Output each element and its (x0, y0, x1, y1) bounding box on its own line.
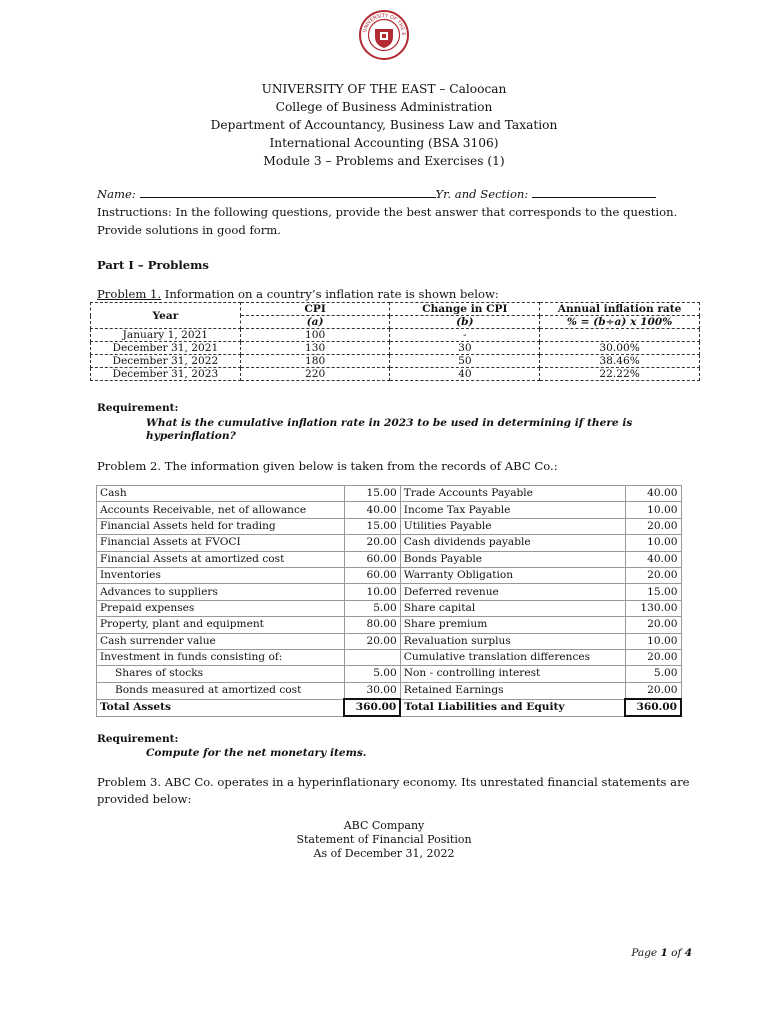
problem3-label: Problem 3. (97, 775, 162, 789)
department-name: Department of Accountancy, Business Law and Taxation (210, 118, 558, 132)
page-of: of (667, 947, 685, 959)
table-row (91, 329, 700, 342)
liability-label: Non - controlling interest (400, 666, 625, 682)
total-liabilities-amount: 360.00 (625, 699, 681, 716)
part1-title: Part I – Problems (97, 258, 209, 272)
instructions-line2: Provide solutions in good form. (97, 223, 281, 237)
name-line (97, 186, 656, 201)
asset-amount: 20.00 (344, 535, 400, 551)
table-row (97, 551, 682, 567)
asset-label: Investment in funds consisting of: (97, 649, 345, 665)
statement-heading (0, 819, 768, 861)
asset-amount: 10.00 (344, 584, 400, 600)
section-label: Yr. and Section: (435, 187, 529, 201)
table-row (91, 368, 700, 381)
asset-label: Inventories (97, 567, 345, 583)
cell: 30.00% (540, 342, 700, 355)
name-field[interactable] (140, 186, 436, 198)
instructions: Instructions: In the following questions, provide the best answer that corresponds to the question. (97, 205, 678, 219)
balance-table (96, 485, 682, 717)
problem1-requirement-label: Requirement: (97, 402, 179, 414)
problem1-intro (97, 287, 499, 301)
liability-label: Cumulative translation differences (400, 649, 625, 665)
cell: January 1, 2021 (91, 329, 241, 342)
cell: 220 (240, 368, 390, 381)
asset-label: Shares of stocks (97, 666, 345, 682)
liability-amount: 10.00 (625, 535, 681, 551)
liability-label: Share capital (400, 600, 625, 616)
asset-amount: 60.00 (344, 567, 400, 583)
seal-text: UNIVERSITY OF THE E (362, 12, 407, 36)
col-header-change: Change in CPI (390, 303, 540, 316)
company-name: ABC Company (343, 819, 425, 832)
university-seal-logo (359, 10, 409, 60)
liability-amount: 40.00 (625, 486, 681, 502)
page-prefix: Page (631, 947, 661, 959)
cell: 30 (390, 342, 540, 355)
liability-label: Utilities Payable (400, 518, 625, 534)
liability-amount: 40.00 (625, 551, 681, 567)
page-total: 4 (684, 947, 692, 959)
cell: 22.22% (540, 368, 700, 381)
table-row (97, 600, 682, 616)
liability-amount: 20.00 (625, 649, 681, 665)
asset-label: Cash (97, 486, 345, 502)
liability-amount: 15.00 (625, 584, 681, 600)
table-header-row (91, 303, 700, 316)
cell: 38.46% (540, 355, 700, 368)
liability-amount: 20.00 (625, 617, 681, 633)
table-row (97, 518, 682, 534)
col-header-rate: Annual inflation rate (540, 303, 700, 316)
problem3-text: ABC Co. operates in a hyperinflationary economy. Its unrestated financial statements are (161, 775, 690, 789)
liability-label: Revaluation surplus (400, 633, 625, 649)
page-number (631, 947, 692, 959)
table-row (91, 355, 700, 368)
problem1-label: Problem 1. (97, 287, 162, 301)
cell: 40 (390, 368, 540, 381)
cell (540, 329, 700, 342)
liability-label: Income Tax Payable (400, 502, 625, 518)
asset-label: Prepaid expenses (97, 600, 345, 616)
asset-amount: 15.00 (344, 518, 400, 534)
cell: - (390, 329, 540, 342)
col-header-year: Year (91, 303, 241, 329)
liability-label: Share premium (400, 617, 625, 633)
cell: December 31, 2021 (91, 342, 241, 355)
asset-amount: 30.00 (344, 682, 400, 699)
cell: December 31, 2022 (91, 355, 241, 368)
subheader-formula: % = (b÷a) x 100% (540, 316, 700, 329)
university-name: UNIVERSITY OF THE EAST – Caloocan (261, 82, 507, 96)
problem2-requirement-label: Requirement: (97, 733, 179, 745)
problem3-intro (97, 775, 690, 789)
college-name: College of Business Administration (275, 100, 493, 114)
col-header-cpi: CPI (240, 303, 390, 316)
problem2-requirement: Compute for the net monetary items. (146, 747, 367, 759)
total-liabilities-label: Total Liabilities and Equity (400, 699, 625, 716)
table-row (97, 633, 682, 649)
cell: 130 (240, 342, 390, 355)
section-field[interactable] (532, 186, 656, 198)
liability-label: Bonds Payable (400, 551, 625, 567)
problem3-text-line2: provided below: (97, 792, 192, 806)
table-row (97, 617, 682, 633)
liability-label: Retained Earnings (400, 682, 625, 699)
asset-amount: 15.00 (344, 486, 400, 502)
asset-label: Financial Assets at FVOCI (97, 535, 345, 551)
table-row (97, 535, 682, 551)
asset-amount: 80.00 (344, 617, 400, 633)
table-row (97, 584, 682, 600)
asset-amount: 5.00 (344, 600, 400, 616)
table-row (97, 486, 682, 502)
asset-label: Cash surrender value (97, 633, 345, 649)
document-header (0, 80, 768, 170)
cell: December 31, 2023 (91, 368, 241, 381)
total-assets-label: Total Assets (97, 699, 345, 716)
liability-amount: 10.00 (625, 502, 681, 518)
asset-amount: 60.00 (344, 551, 400, 567)
requirement-line: What is the cumulative inflation rate in 2023 to be used in determining if there is (146, 417, 633, 429)
asset-label: Bonds measured at amortized cost (97, 682, 345, 699)
table-row (97, 666, 682, 682)
module-title: Module 3 – Problems and Exercises (1) (263, 154, 505, 168)
statement-title: Statement of Financial Position (296, 833, 472, 846)
requirement-line: hyperinflation? (146, 430, 236, 442)
liability-amount: 10.00 (625, 633, 681, 649)
cell: 50 (390, 355, 540, 368)
statement-date: As of December 31, 2022 (313, 847, 455, 860)
liability-label: Deferred revenue (400, 584, 625, 600)
asset-label: Accounts Receivable, net of allowance (97, 502, 345, 518)
liability-label: Trade Accounts Payable (400, 486, 625, 502)
cell: 180 (240, 355, 390, 368)
asset-label: Property, plant and equipment (97, 617, 345, 633)
name-label: Name: (97, 187, 136, 201)
total-assets-amount: 360.00 (344, 699, 400, 716)
cell: 100 (240, 329, 390, 342)
asset-label: Financial Assets held for trading (97, 518, 345, 534)
liability-amount: 20.00 (625, 567, 681, 583)
asset-amount: 40.00 (344, 502, 400, 518)
table-row (97, 567, 682, 583)
asset-amount: 5.00 (344, 666, 400, 682)
total-row (97, 699, 682, 716)
problem1-text: Information on a country’s inflation rate is shown below: (161, 287, 499, 301)
liability-label: Warranty Obligation (400, 567, 625, 583)
problem2-text: The information given below is taken from the records of ABC Co.: (161, 459, 558, 473)
problem1-requirement (146, 417, 666, 443)
asset-label: Financial Assets at amortized cost (97, 551, 345, 567)
page-current: 1 (660, 947, 668, 959)
liability-amount: 130.00 (625, 600, 681, 616)
asset-amount: 20.00 (344, 633, 400, 649)
asset-label: Advances to suppliers (97, 584, 345, 600)
table-row (91, 342, 700, 355)
inflation-table (90, 302, 700, 381)
table-row (97, 682, 682, 699)
liability-amount: 20.00 (625, 682, 681, 699)
subheader-a: (a) (240, 316, 390, 329)
liability-label: Cash dividends payable (400, 535, 625, 551)
table-row (97, 502, 682, 518)
asset-amount (344, 649, 400, 665)
subheader-b: (b) (390, 316, 540, 329)
liability-amount: 5.00 (625, 666, 681, 682)
problem2-label: Problem 2. (97, 459, 162, 473)
liability-amount: 20.00 (625, 518, 681, 534)
table-row (97, 649, 682, 665)
course-name: International Accounting (BSA 3106) (269, 136, 499, 150)
problem2-intro (97, 459, 558, 473)
